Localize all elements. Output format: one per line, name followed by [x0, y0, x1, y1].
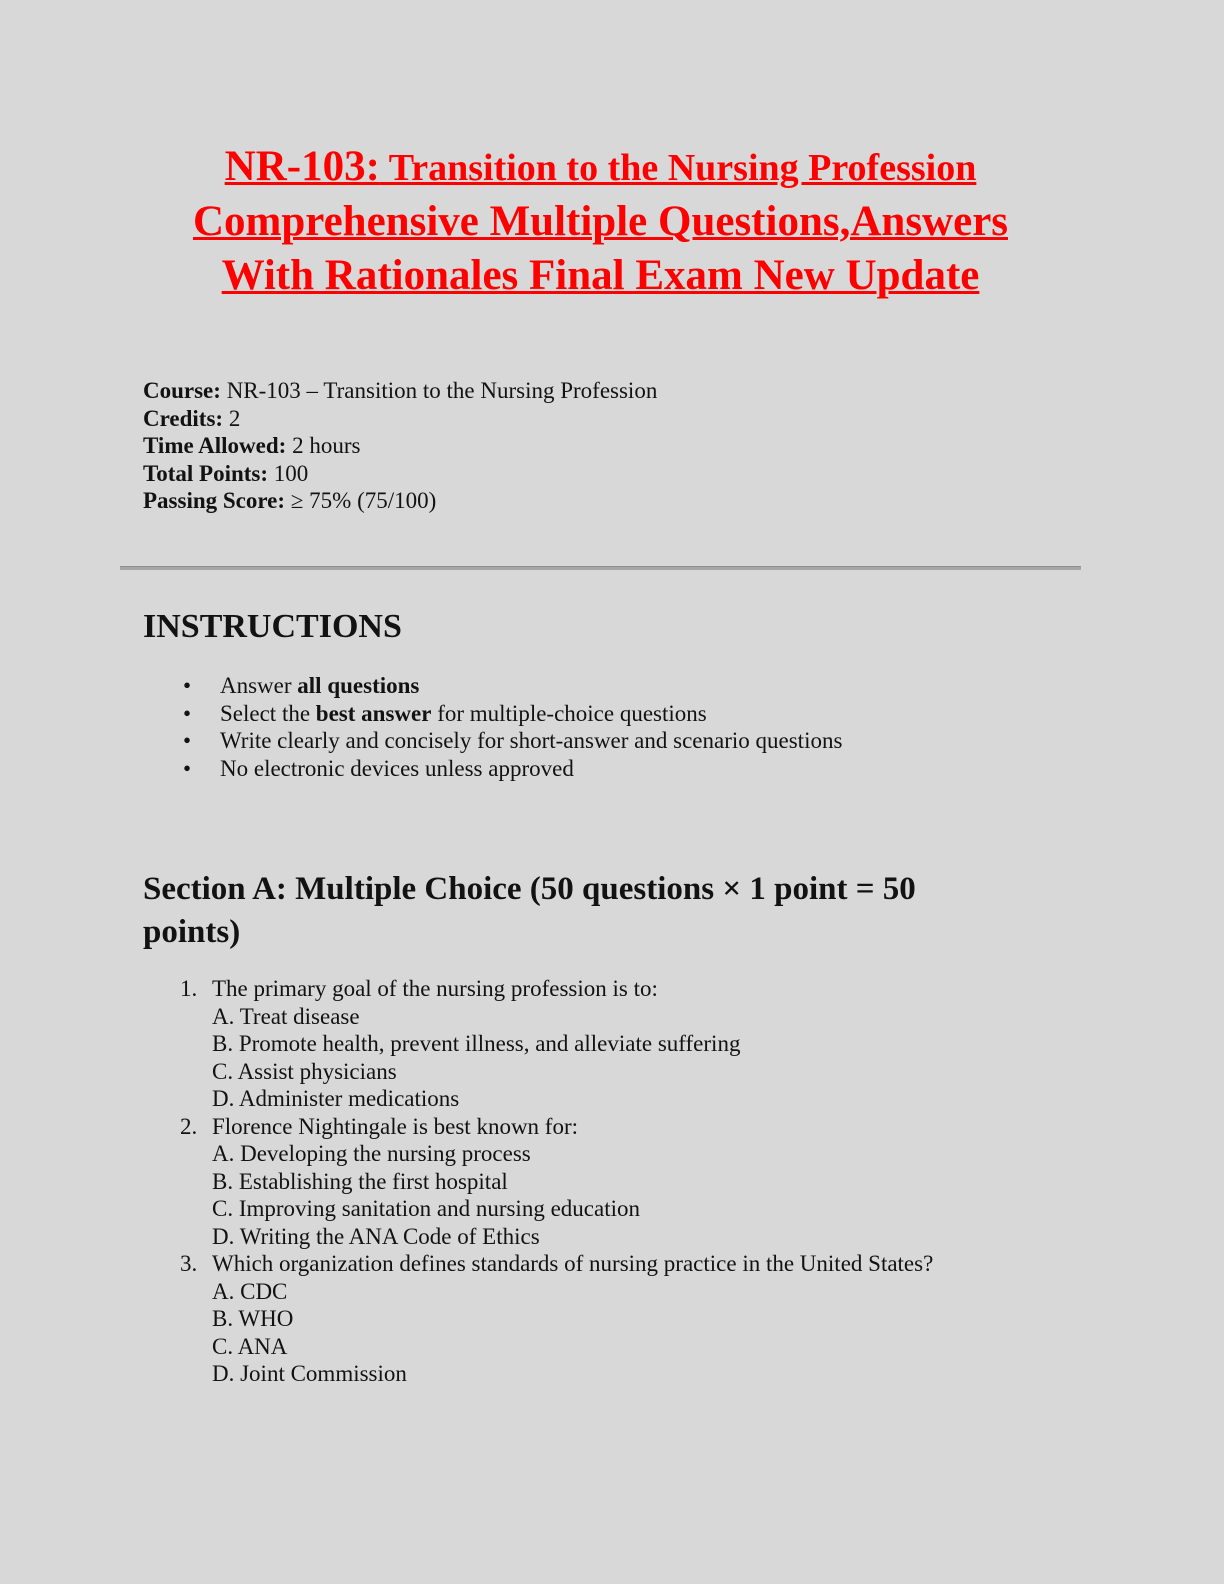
- page-title-course-name: Transition to the Nursing Profession: [379, 147, 977, 189]
- list-item: [143, 727, 1083, 755]
- bullet-text-bold: all questions: [297, 673, 420, 698]
- question-option-a: A. Developing the nursing process: [212, 1141, 531, 1166]
- question-text: Which organization defines standards of nursing practice in the United States?: [212, 1251, 934, 1276]
- bullet-icon: •: [183, 755, 192, 781]
- list-item: [143, 700, 1083, 728]
- meta-time-allowed-value: 2 hours: [286, 433, 361, 458]
- meta-total-points-label: Total Points:: [143, 460, 269, 486]
- page-title-course-code: NR-103:: [224, 143, 380, 190]
- question-option-b: B. WHO: [212, 1306, 294, 1331]
- question-option-c: C. Improving sanitation and nursing education: [212, 1196, 640, 1221]
- meta-course-value: NR-103 – Transition to the Nursing Profession: [220, 378, 658, 403]
- meta-course: [143, 377, 1104, 405]
- page-title-line-1: [120, 140, 1081, 195]
- bullet-icon: •: [183, 673, 192, 698]
- question-number: 2.: [180, 1113, 198, 1139]
- bullet-icon: •: [183, 700, 192, 726]
- bullet-icon: •: [183, 728, 192, 753]
- meta-credits-label: Credits:: [143, 405, 224, 431]
- bullet-text-pre: No electronic devices unless approved: [220, 755, 574, 781]
- question-1: [143, 975, 1103, 1113]
- meta-credits-value: 2: [223, 405, 241, 431]
- list-item: [143, 755, 1083, 783]
- meta-course-label: Course:: [143, 378, 221, 403]
- question-option-a: A. CDC: [212, 1278, 288, 1304]
- instructions-list: [143, 672, 1083, 782]
- instructions-heading: INSTRUCTIONS: [143, 608, 402, 645]
- question-option-c: C. Assist physicians: [212, 1058, 397, 1084]
- horizontal-divider: [120, 566, 1081, 570]
- meta-credits: [143, 405, 1104, 433]
- question-number: 3.: [180, 1251, 198, 1276]
- question-option-a: A. Treat disease: [212, 1003, 360, 1029]
- bullet-text-pre: Write clearly and concisely for short-answer and scenario questions: [220, 728, 843, 753]
- question-list: [143, 975, 1103, 1388]
- course-meta: [143, 377, 1104, 515]
- question-text: Florence Nightingale is best known for:: [212, 1113, 579, 1139]
- question-option-d: D. Administer medications: [212, 1086, 460, 1111]
- page-title: [120, 140, 1081, 303]
- bullet-text-pre: Answer: [220, 673, 298, 698]
- meta-time-allowed-label: Time Allowed:: [143, 433, 287, 458]
- section-a-heading: [143, 868, 1103, 954]
- meta-passing-score-label: Passing Score:: [143, 488, 286, 513]
- bullet-text-pre: Select the: [220, 700, 316, 726]
- section-a-heading-line-1: Section A: Multiple Choice (50 questions × 1 point = 50: [143, 871, 916, 907]
- meta-total-points-value: 100: [268, 460, 309, 486]
- question-2: [143, 1113, 1103, 1251]
- meta-total-points: [143, 460, 1104, 488]
- question-option-d: D. Writing the ANA Code of Ethics: [212, 1223, 540, 1249]
- meta-passing-score-value: ≥ 75% (75/100): [285, 488, 437, 513]
- question-number: 1.: [180, 976, 198, 1001]
- page-title-line-3: With Rationales Final Exam New Update: [221, 252, 980, 299]
- list-item: [143, 672, 1083, 700]
- section-a-heading-line-2: points): [143, 914, 241, 950]
- page-title-line-2: Comprehensive Multiple Questions,Answers: [192, 198, 1009, 245]
- question-3: [143, 1250, 1103, 1388]
- bullet-text-post: for multiple-choice questions: [431, 700, 707, 726]
- question-option-b: B. Establishing the first hospital: [212, 1168, 508, 1194]
- question-text: The primary goal of the nursing profession is to:: [212, 976, 658, 1001]
- bullet-text-bold: best answer: [315, 700, 432, 726]
- question-option-b: B. Promote health, prevent illness, and alleviate suffering: [212, 1031, 741, 1056]
- question-option-c: C. ANA: [212, 1333, 288, 1359]
- meta-time-allowed: [143, 432, 1104, 460]
- meta-passing-score: [143, 487, 1104, 515]
- question-option-d: D. Joint Commission: [212, 1361, 407, 1386]
